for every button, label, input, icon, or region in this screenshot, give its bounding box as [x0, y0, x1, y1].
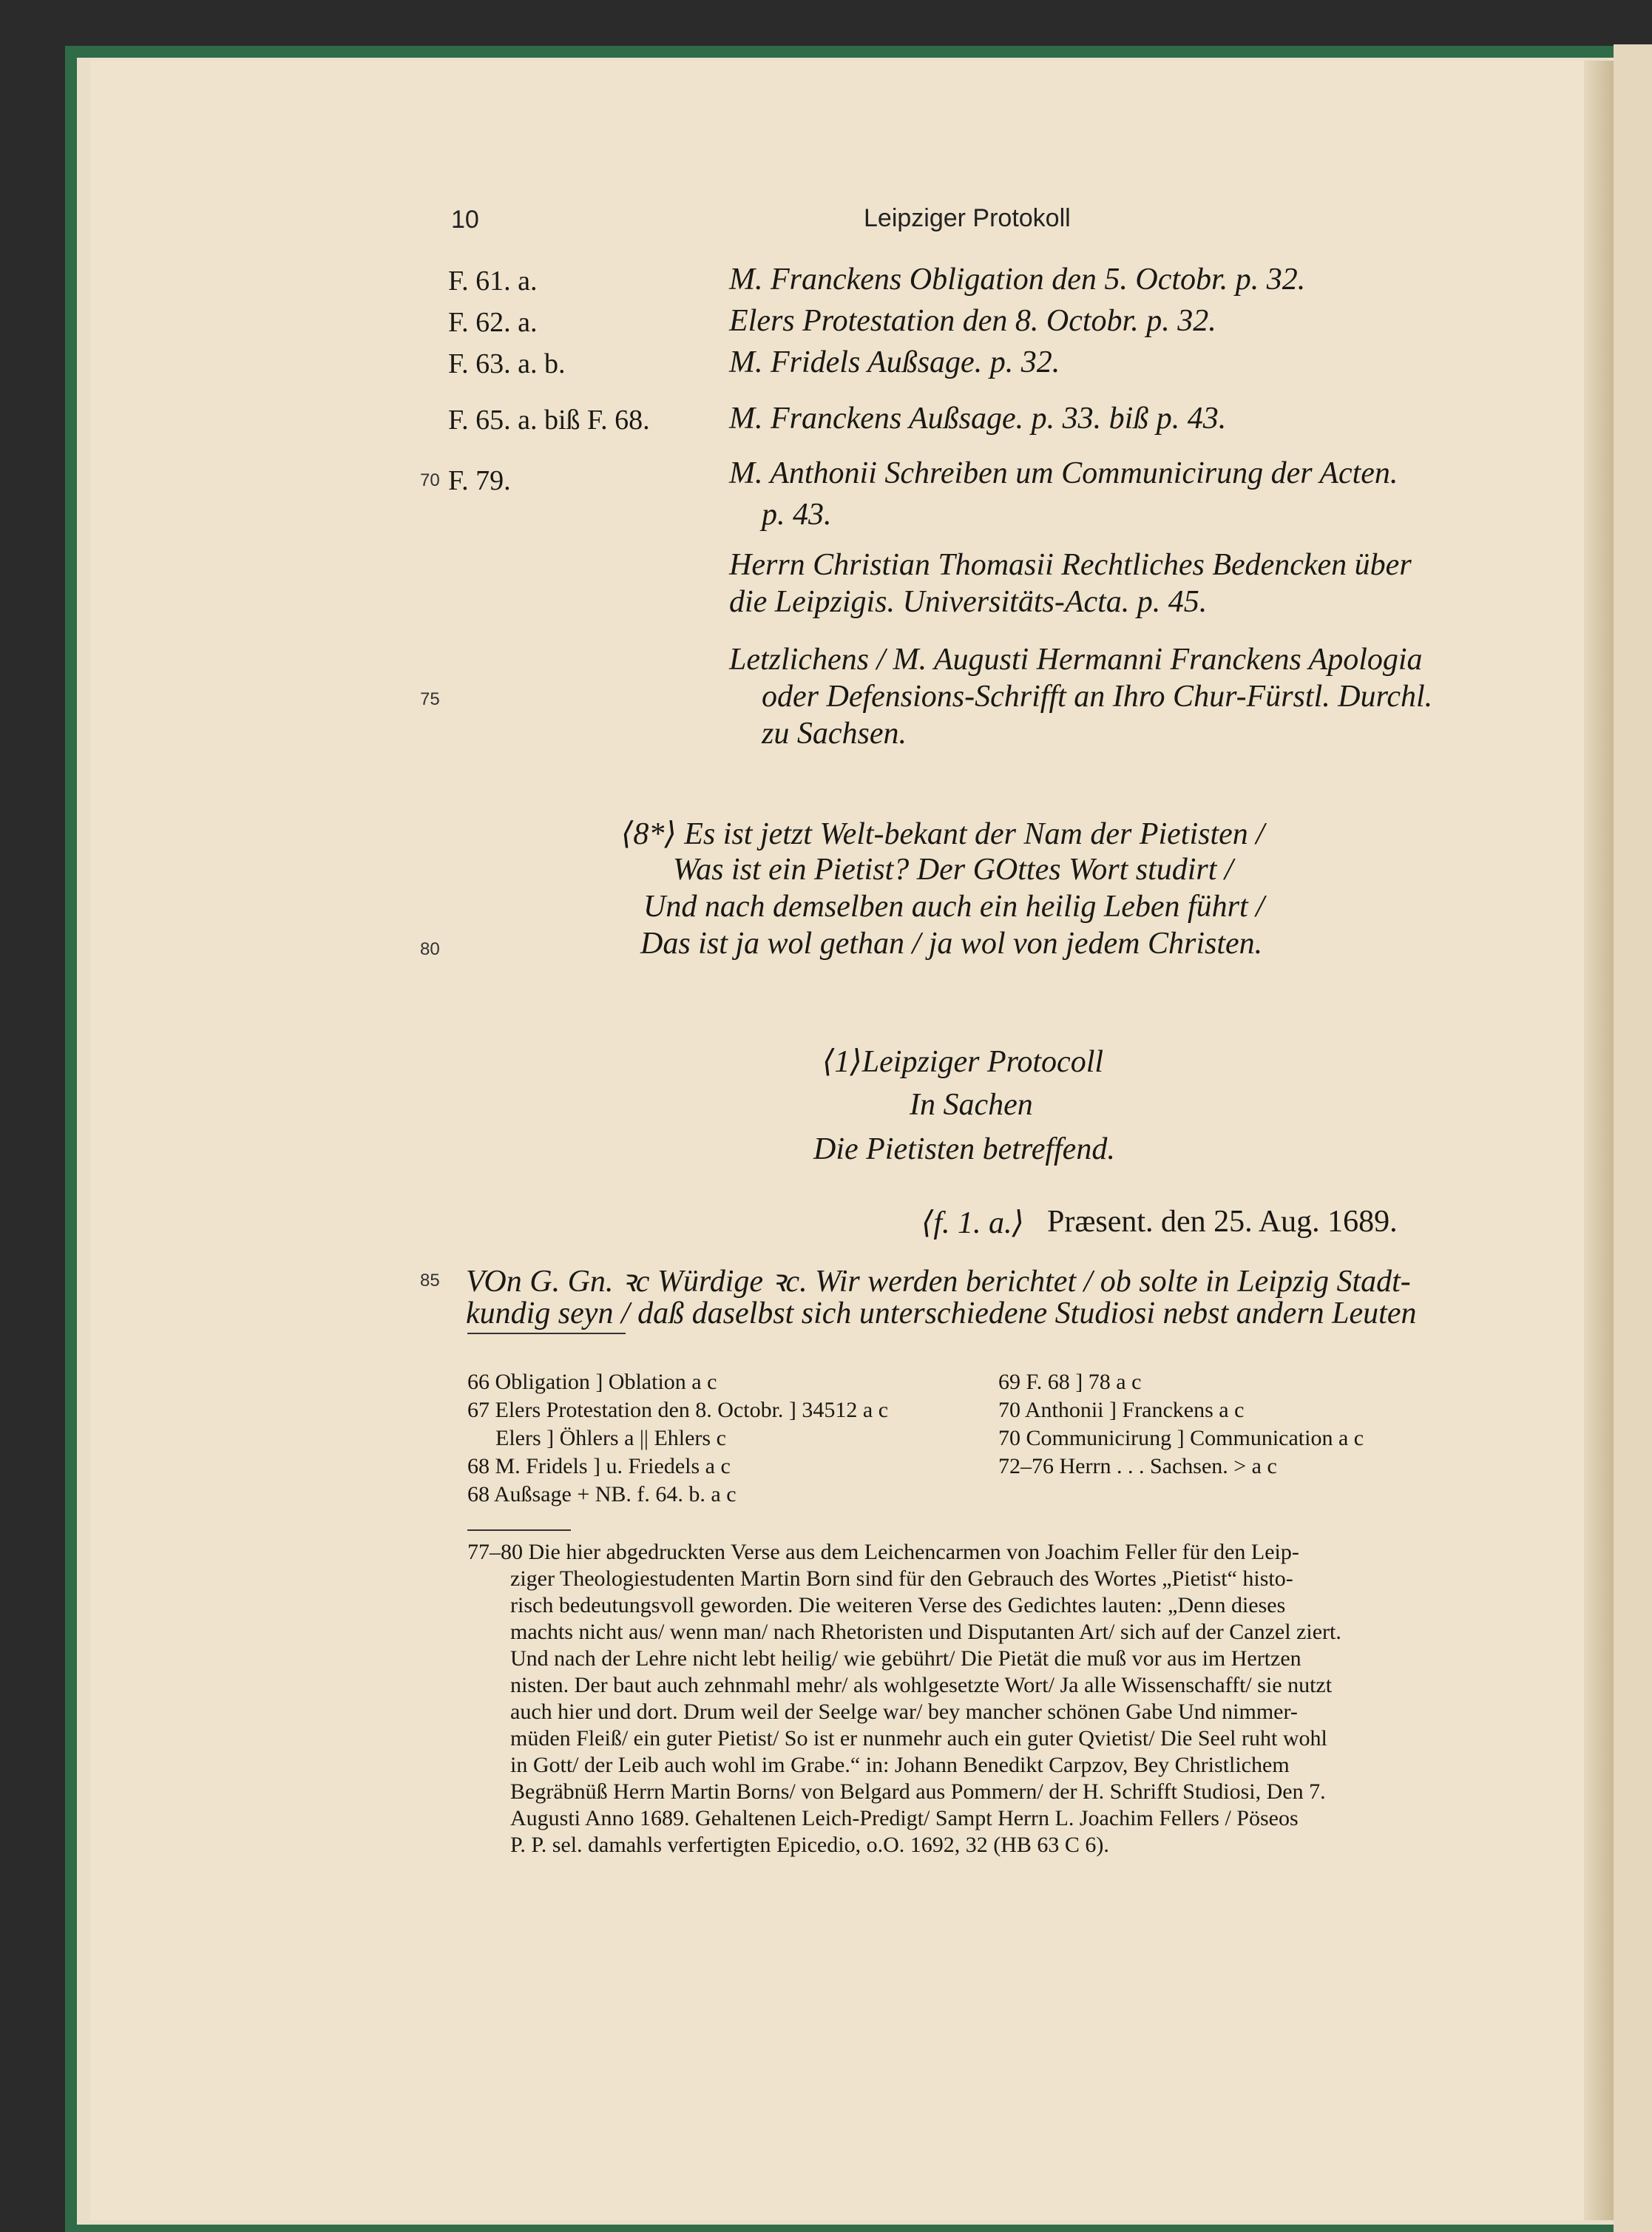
apparatus-entry: 68 Außsage + NB. f. 64. b. a c: [467, 1482, 737, 1506]
footnote-line: risch bedeutungsvoll geworden. Die weiteren Verse des Gedichtes lauten: „Denn dieses: [510, 1593, 1286, 1617]
footnote-line: Begräbnüß Herrn Martin Borns/ von Belgard aus Pommern/ der H. Schrifft Studiosi, Den 7.: [510, 1779, 1326, 1804]
footnote-line: müden Fleiß/ ein guter Pietist/ So ist er nunmehr auch ein guter Qvietist/ Die Seel ruht wohl: [510, 1726, 1327, 1751]
facing-page-edge: [1614, 44, 1652, 2232]
apparatus-entry: 69 F. 68 ] 78 a c: [998, 1370, 1142, 1394]
verse-line: Was ist ein Pietist? Der GOttes Wort studirt /: [673, 853, 1233, 887]
line-number: 80: [420, 939, 440, 959]
protocol-subtitle: Die Pietisten betreffend.: [813, 1132, 1115, 1166]
ref-entry: M. Fridels Außsage. p. 32.: [729, 345, 1060, 379]
folio-ref: F. 61. a.: [448, 266, 538, 297]
verse-line: ⟨8*⟩ Es ist jetzt Welt-bekant der Nam der Pietisten /: [621, 817, 1265, 851]
folio-ref: F. 63. a. b.: [448, 348, 566, 379]
footnote-line: auch hier und dort. Drum weil der Seelge war/ bey mancher schönen Gabe Und nimmer-: [510, 1700, 1298, 1724]
folio-ref: F. 79.: [448, 465, 511, 496]
apparatus-entry: 68 M. Fridels ] u. Friedels a c: [467, 1454, 731, 1478]
paragraph-line: Letzlichens / M. Augusti Hermanni Franckens Apologia: [729, 643, 1423, 677]
page-number: 10: [451, 206, 479, 234]
verse-line: Das ist ja wol gethan / ja wol von jedem Christen.: [640, 927, 1263, 961]
body-line: kundig seyn / daß daselbst sich unterschiedene Studiosi nebst andern Leuten: [466, 1296, 1417, 1330]
apparatus-entry: Elers ] Öhlers a || Ehlers c: [495, 1426, 726, 1450]
folio-ref: F. 65. a. biß F. 68.: [448, 405, 650, 436]
line-number: 75: [420, 689, 440, 709]
folio-marker: ⟨f. 1. a.⟩: [921, 1206, 1024, 1240]
ref-entry: Elers Protestation den 8. Octobr. p. 32.: [729, 304, 1216, 338]
ref-entry-cont: p. 43.: [762, 498, 832, 532]
paragraph-line: zu Sachsen.: [762, 717, 907, 751]
apparatus-entry: 67 Elers Protestation den 8. Octobr. ] 34512 a c: [467, 1398, 889, 1422]
ref-entry: M. Franckens Außsage. p. 33. biß p. 43.: [729, 402, 1227, 436]
ref-entry: M. Anthonii Schreiben um Communicirung der Acten.: [729, 456, 1398, 490]
date-line: Præsent. den 25. Aug. 1689.: [1047, 1205, 1398, 1239]
footnote-line: nisten. Der baut auch zehnmahl mehr/ als wohlgesetzte Wort/ Ja alle Wissenschafft/ sie nutzt: [510, 1673, 1333, 1697]
footnote-line: 77–80 Die hier abgedruckten Verse aus dem Leichencarmen von Joachim Feller für den Leip-: [467, 1540, 1299, 1564]
protocol-title: ⟨1⟩Leipziger Protocoll: [822, 1045, 1104, 1079]
footnote-divider: [467, 1529, 571, 1531]
running-title: Leipziger Protokoll: [864, 204, 1071, 232]
footnote-line: P. P. sel. damahls verfertigten Epicedio, o.O. 1692, 32 (HB 63 C 6).: [510, 1833, 1109, 1857]
apparatus-entry: 70 Anthonii ] Franckens a c: [998, 1398, 1245, 1422]
footnote-line: Augusti Anno 1689. Gehaltenen Leich-Predigt/ Sampt Herrn L. Joachim Fellers / Pöseos: [510, 1806, 1299, 1830]
text-divider: [467, 1333, 626, 1334]
paragraph-line: oder Defensions-Schrifft an Ihro Chur-Fürstl. Durchl.: [762, 680, 1433, 714]
ref-entry: M. Franckens Obligation den 5. Octobr. p. 32.: [729, 263, 1306, 297]
line-number: 85: [420, 1271, 440, 1291]
apparatus-entry: 66 Obligation ] Oblation a c: [467, 1370, 717, 1394]
apparatus-entry: 70 Communicirung ] Communication a c: [998, 1426, 1364, 1450]
footnote-line: in Gott/ der Leib auch wohl im Grabe.“ in: Johann Benedikt Carpzov, Bey Christlichem: [510, 1753, 1290, 1777]
footnote-line: Und nach der Lehre nicht lebt heilig/ wie gebührt/ Die Pietät die muß vor aus im Hertzen: [510, 1646, 1301, 1671]
folio-ref: F. 62. a.: [448, 307, 538, 338]
line-number: 70: [420, 470, 440, 490]
page-gutter: [1584, 61, 1614, 2220]
protocol-subtitle: In Sachen: [910, 1088, 1033, 1122]
footnote-line: ziger Theologiestudenten Martin Born sind für den Gebrauch des Wortes „Pietist“ histo-: [510, 1566, 1293, 1591]
footnote-line: machts nicht aus/ wenn man/ nach Rhetoristen und Disputanten Art/ sich auf der Canzel ziert.: [510, 1620, 1341, 1644]
apparatus-entry: 72–76 Herrn . . . Sachsen. > a c: [998, 1454, 1277, 1478]
body-line: VOn G. Gn. ꝛc Würdige ꝛc. Wir werden berichtet / ob solte in Leipzig Stadt-: [466, 1265, 1411, 1299]
verse-line: Und nach demselben auch ein heilig Leben führt /: [643, 890, 1265, 924]
paragraph-line: die Leipzigis. Universitäts-Acta. p. 45.: [729, 585, 1208, 619]
paragraph-line: Herrn Christian Thomasii Rechtliches Bedencken über: [729, 548, 1412, 582]
